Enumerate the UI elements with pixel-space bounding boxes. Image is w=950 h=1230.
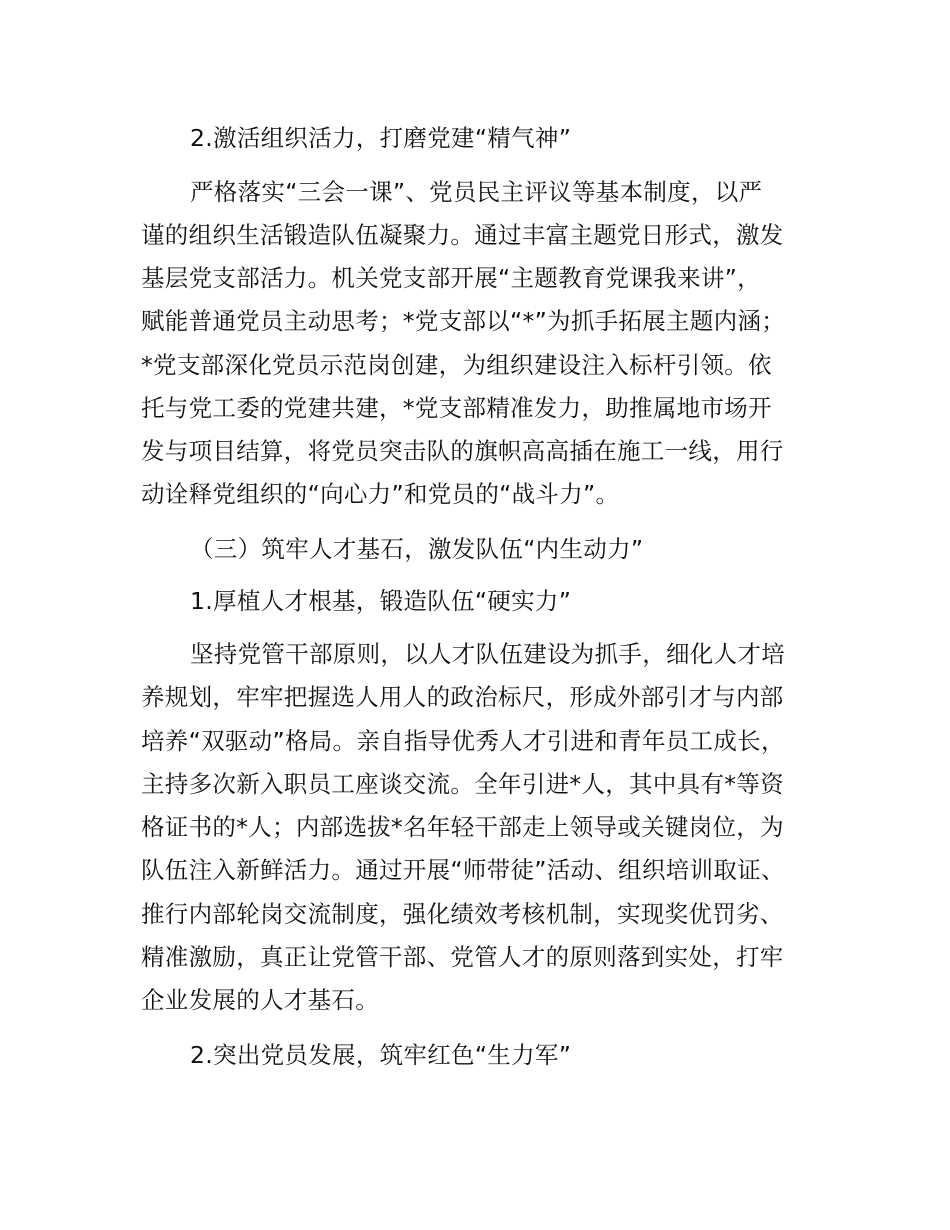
subheading-line: 1.厚植人才根基，锻造队伍“硬实力” <box>190 587 572 615</box>
paragraph-line: 严格落实“三会一课”、党员民主评议等基本制度，以严 <box>190 178 763 206</box>
paragraph-line: 推行内部轮岗交流制度，强化绩效考核机制，实现奖优罚劣、 <box>141 900 784 928</box>
paragraph-line: 动诠释党组织的“向心力”和党员的“战斗力”。 <box>141 480 620 508</box>
paragraph-line: 基层党支部活力。机关党支部开展“主题教育党课我来讲”， <box>141 264 761 292</box>
paragraph-line: 养规划，牢牢把握选人用人的政治标尺，形成外部引才与内部 <box>141 683 784 711</box>
paragraph-line: 发与项目结算，将党员突击队的旗帜高高插在施工一线，用行 <box>141 437 784 465</box>
paragraph-line: 格证书的*人；内部选拔*名年轻干部走上领导或关键岗位，为 <box>141 813 784 841</box>
paragraph-line: 培养“双驱动”格局。亲自指导优秀人才引进和青年员工成长， <box>141 727 785 755</box>
subheading-line: 2.激活组织活力，打磨党建“精气神” <box>190 124 572 152</box>
paragraph-line: 精准激励，真正让党管干部、党管人才的原则落到实处，打牢 <box>141 943 784 971</box>
paragraph-line: 赋能普通党员主动思考；*党支部以“*”为抓手拓展主题内涵； <box>141 307 786 335</box>
subheading-line: 2.突出党员发展，筑牢红色“生力军” <box>190 1041 572 1069</box>
paragraph-line: 托与党工委的党建共建，*党支部精准发力，助推属地市场开 <box>141 394 772 422</box>
section-heading-line: （三）筑牢人才基石，激发队伍“内生动力” <box>190 535 644 563</box>
paragraph-line: 主持多次新入职员工座谈交流。全年引进*人，其中具有*等资 <box>141 770 784 798</box>
paragraph-line: *党支部深化党员示范岗创建，为组织建设注入标杆引领。依 <box>141 351 772 379</box>
paragraph-line: 队伍注入新鲜活力。通过开展“师带徒”活动、组织培训取证、 <box>141 856 785 884</box>
paragraph-line: 企业发展的人才基石。 <box>141 986 379 1014</box>
paragraph-line: 坚持党管干部原则，以人才队伍建设为抓手，细化人才培 <box>190 640 785 668</box>
paragraph-line: 谨的组织生活锻造队伍凝聚力。通过丰富主题党日形式，激发 <box>141 221 784 249</box>
